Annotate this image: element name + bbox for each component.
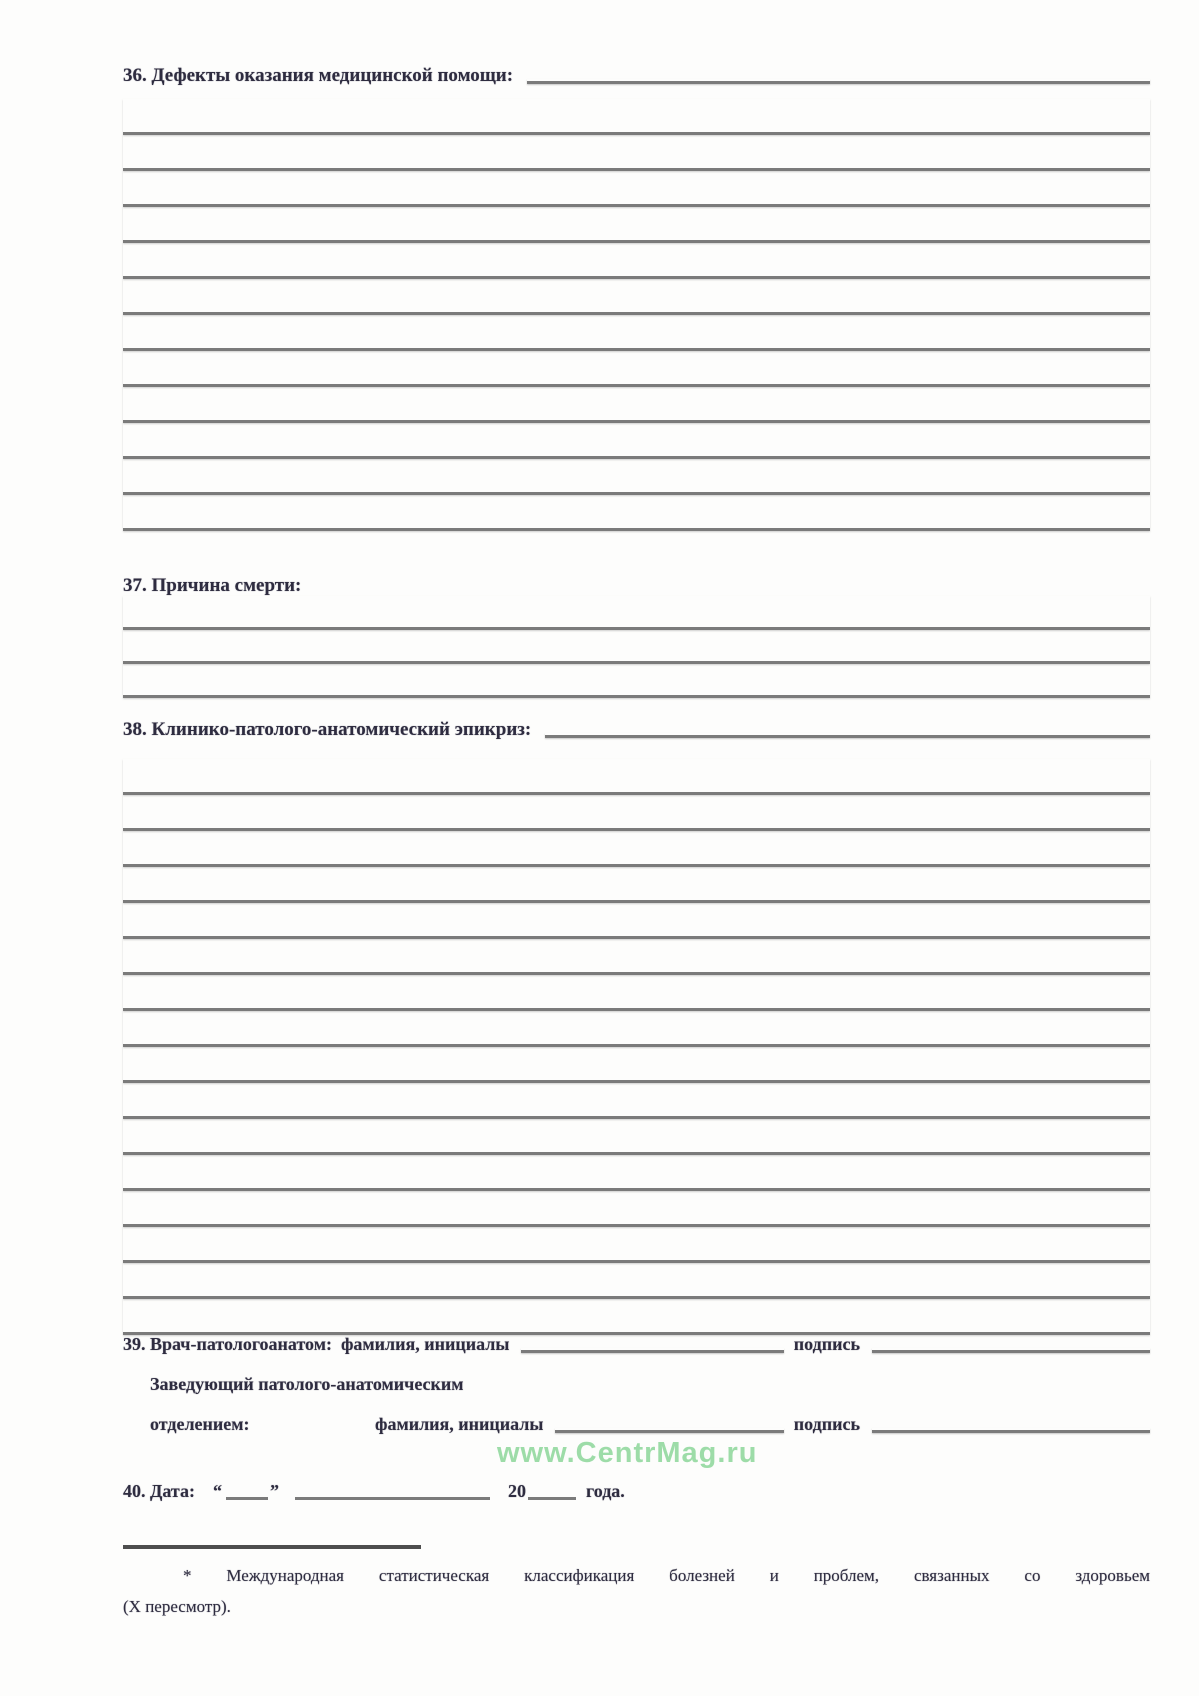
blank-write-line — [123, 99, 1150, 135]
blank-write-line — [123, 1083, 1150, 1119]
department-head-title: Заведующий патолого-анатомическим — [150, 1374, 464, 1394]
blank-write-line — [123, 387, 1150, 423]
blank-write-line — [123, 279, 1150, 315]
blank-write-line — [123, 135, 1150, 171]
blank-write-line — [123, 831, 1150, 867]
blank-write-line — [123, 1299, 1150, 1335]
blank-write-line — [123, 759, 1150, 795]
open-quote: “ — [212, 1481, 222, 1501]
year-prefix: 20 — [507, 1481, 526, 1501]
blank-write-line — [123, 795, 1150, 831]
blank-write-line — [123, 243, 1150, 279]
blank-write-line — [123, 939, 1150, 975]
department-head-signature-row — [123, 1411, 1150, 1437]
item38-label: 38. Клинико-патолого-анатомический эпикриз: — [123, 719, 532, 740]
blank-write-line — [123, 459, 1150, 495]
department-head-sign-line — [872, 1428, 1150, 1433]
footnote-line1: * Международная статистическая классификация болезней и проблем, связанных со здоровьем — [183, 1566, 1150, 1585]
item40-date-row — [123, 1478, 1150, 1504]
blank-write-line — [123, 867, 1150, 903]
blank-write-line — [123, 1155, 1150, 1191]
item36-row — [123, 64, 1150, 88]
pathologist-sign-line — [872, 1348, 1150, 1353]
blank-write-line — [123, 1191, 1150, 1227]
blank-write-line — [123, 423, 1150, 459]
pathologist-name-hint: фамилия, инициалы — [340, 1334, 510, 1354]
blank-write-line — [123, 1263, 1150, 1299]
item37-blank-lines — [123, 596, 1150, 698]
blank-write-line — [123, 975, 1150, 1011]
blank-write-line — [123, 171, 1150, 207]
month-blank-line — [295, 1495, 490, 1500]
item36-fill-line — [527, 79, 1150, 84]
item39-block — [123, 1331, 1150, 1437]
year-suffix: года. — [585, 1481, 625, 1501]
blank-write-line — [123, 495, 1150, 531]
footnote-line2: (X пересмотр). — [123, 1597, 231, 1616]
item38-blank-lines — [123, 759, 1150, 1335]
department-head-label: отделением: — [150, 1414, 250, 1434]
department-head-name-hint: фамилия, инициалы — [375, 1414, 544, 1434]
blank-write-line — [123, 207, 1150, 243]
item37-row — [123, 574, 1150, 598]
blank-write-line — [123, 1047, 1150, 1083]
blank-write-line — [123, 664, 1150, 698]
pathologist-label: 39. Врач-патологоанатом: — [123, 1334, 332, 1354]
footnote-rule — [123, 1545, 421, 1549]
close-quote: ” — [269, 1481, 279, 1501]
item36-label: 36. Дефекты оказания медицинской помощи: — [123, 65, 514, 86]
blank-write-line — [123, 630, 1150, 664]
centrmag-watermark: www.CentrMag.ru — [497, 1437, 758, 1469]
date-label: 40. Дата: — [123, 1481, 195, 1501]
blank-write-line — [123, 315, 1150, 351]
item38-row — [123, 718, 1150, 742]
pathologist-name-line — [521, 1348, 783, 1353]
item36-blank-lines — [123, 99, 1150, 531]
department-head-name-line — [555, 1428, 783, 1433]
item37-label: 37. Причина смерти: — [123, 575, 302, 596]
pathologist-signature-row — [123, 1331, 1150, 1357]
day-blank-line — [226, 1495, 268, 1500]
department-head-sign-hint: подпись — [793, 1414, 860, 1434]
blank-write-line — [123, 596, 1150, 630]
blank-write-line — [123, 1227, 1150, 1263]
department-head-title-row — [123, 1371, 1150, 1397]
blank-write-line — [123, 1119, 1150, 1155]
blank-write-line — [123, 1011, 1150, 1047]
year-blank-line — [528, 1495, 576, 1500]
item38-fill-line — [545, 733, 1150, 738]
blank-write-line — [123, 903, 1150, 939]
footnote — [123, 1560, 1150, 1622]
blank-write-line — [123, 351, 1150, 387]
pathologist-sign-hint: подпись — [793, 1334, 860, 1354]
